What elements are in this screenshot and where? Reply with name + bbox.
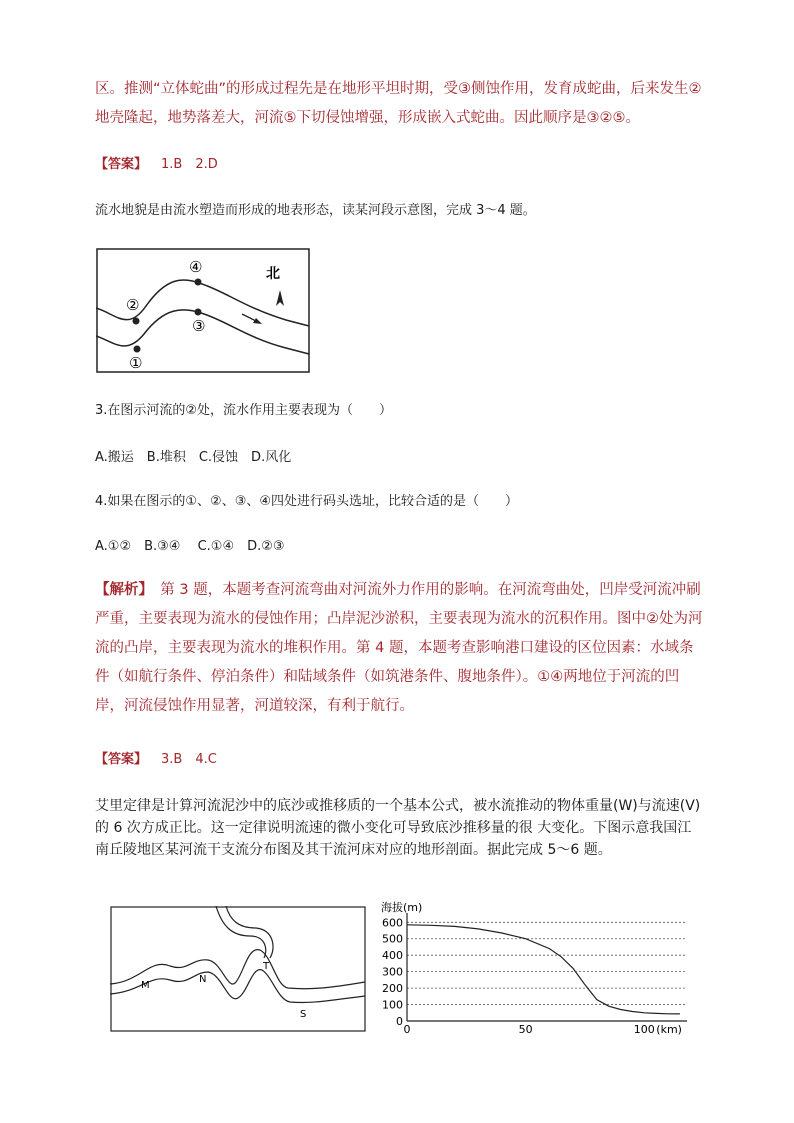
x-tick-label: 0 — [403, 1023, 411, 1036]
question-3-options: A.搬运 B.堆积 C.侵蚀 D.风化 — [95, 450, 292, 465]
y-tick-label: 600 — [382, 916, 403, 930]
north-arrow-icon — [276, 290, 284, 306]
label-2: ② — [126, 296, 140, 314]
question-4-options: A.①② B.③④ C.①④ D.②③ — [95, 539, 285, 554]
analysis-text: 第 3 题，本题考查河流弯曲对河流外力作用的影响。在河流弯曲处，凹岸受河流冲刷严重，主要表现为流水的侵蚀作用；凸岸泥沙淤积，主要表现为流水的沉积作用。图中②处为河流的凸岸，主要表现为流水的堆积作用。第 4 题，本题考查影响港口建设的区位因素：水域条件（如航行条件、停泊条件）和陆域条件（如筑港条件、腹地条件）。①④两地位于河流的凹岸，河流侵蚀作用显著，河道较深，有利于航行。 — [95, 582, 703, 714]
question-3: 3.在图示河流的②处，流水作用主要表现为（ ） — [95, 403, 393, 418]
x-tick-label: 50 — [518, 1023, 533, 1036]
analysis-3-4 — [95, 576, 705, 721]
north-label: 北 — [266, 266, 280, 282]
flow-arrowhead — [253, 318, 262, 324]
label-1: ① — [129, 354, 143, 372]
label-3: ③ — [192, 317, 206, 335]
point-2-dot — [133, 318, 140, 325]
x-tick-label: 100 — [633, 1023, 655, 1036]
answer-3-4 — [95, 745, 705, 774]
analysis-tag: 【解析】 — [95, 582, 146, 598]
chart-y-axis-label: 海拔(m) — [381, 901, 423, 914]
answer-value: 1.B 2.D — [161, 157, 218, 172]
map-label-m: M — [141, 980, 150, 991]
y-tick-label: 400 — [382, 949, 403, 963]
point-1-dot — [134, 346, 141, 353]
answer-1-2 — [95, 150, 705, 179]
map-label-n: N — [199, 974, 207, 985]
y-tick-label: 300 — [382, 965, 403, 979]
chart-x-unit: (km) — [656, 1023, 682, 1036]
point-3-dot — [195, 309, 202, 316]
river-system-map — [110, 906, 366, 1032]
intro-3-4: 流水地貌是由流水塑造而形成的地表形态，读某河段示意图，完成 3～4 题。 — [95, 203, 536, 218]
answer-value: 3.B 4.C — [161, 752, 217, 767]
map-frame — [111, 907, 365, 1031]
map-label-t: T — [263, 961, 270, 972]
intro-5-6: 艾里定律是计算河流泥沙中的底沙或推移质的一个基本公式，被水流推动的物体重量(W)与流速(V)的 6 次方成正比。这一定律说明流速的微小变化可导致底沙推移量的很 大变化。下图示意我国江南丘陵地区某河流干支流分布图及其干流河床对应的地形剖面。据此完成 5～6 题。 — [95, 798, 701, 858]
y-tick-label: 500 — [382, 932, 403, 946]
y-tick-label: 200 — [382, 982, 403, 996]
terrain-profile-chart — [365, 897, 715, 1039]
answer-tag: 【答案】 — [95, 157, 148, 172]
profile-line — [407, 925, 680, 1014]
previous-analysis-text: 区。推测“立体蛇曲”的形成过程先是在地形平坦时期，受③侧蚀作用，发育成蛇曲，后来发生②地壳隆起，地势落差大，河流⑤下切侵蚀增强，形成嵌入式蛇曲。因此顺序是③②⑤。 — [95, 81, 702, 126]
label-4: ④ — [189, 258, 203, 276]
y-tick-label: 100 — [382, 998, 403, 1012]
river-sketch-figure — [96, 248, 310, 373]
map-label-s: S — [300, 1009, 307, 1020]
question-4: 4.如果在图示的①、②、③、④四处进行码头选址，比较合适的是（ ） — [95, 494, 519, 509]
answer-tag: 【答案】 — [95, 752, 148, 767]
point-4-dot — [195, 279, 202, 286]
y-tick-label: 0 — [396, 1015, 403, 1028]
